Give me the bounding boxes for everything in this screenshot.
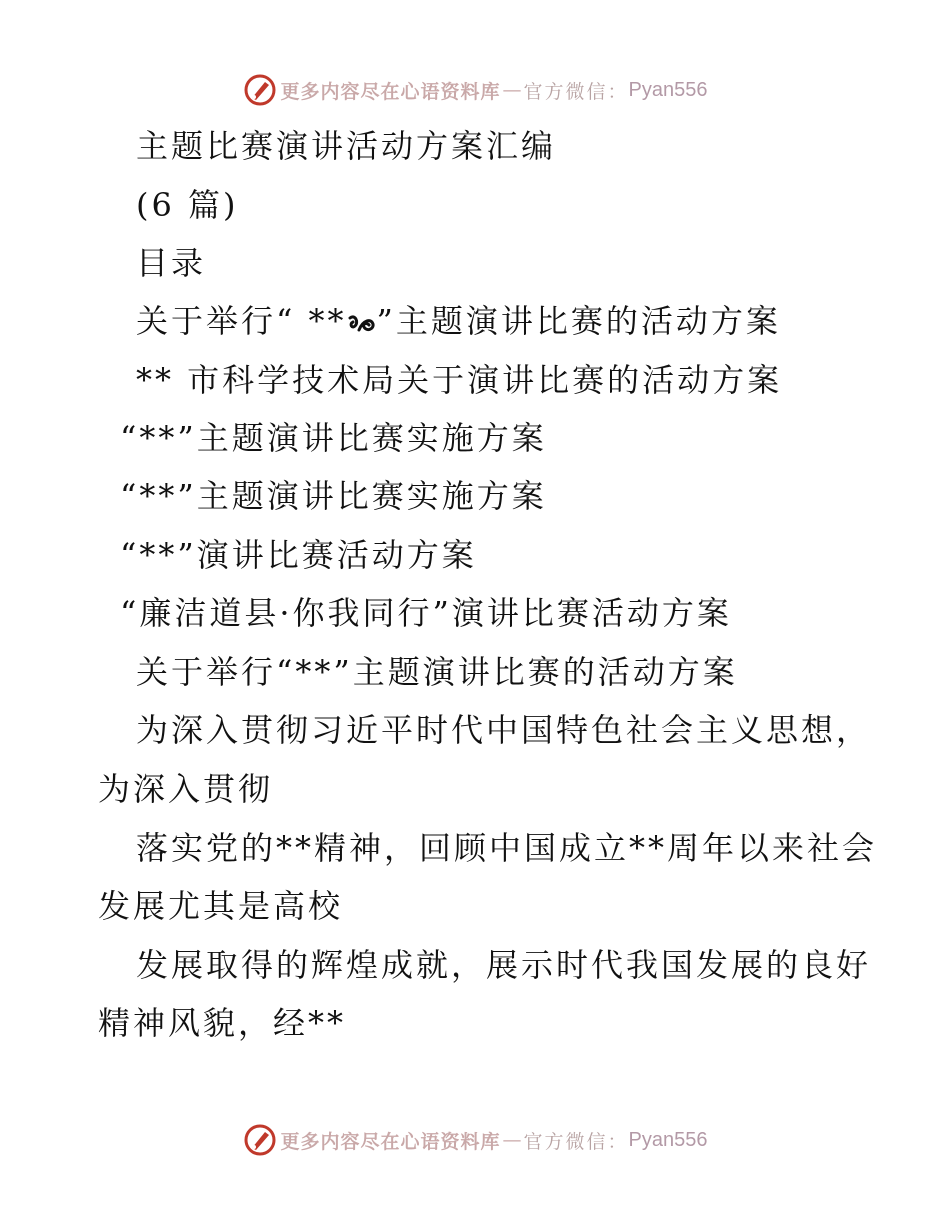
body-line-2: 为深入贯彻 bbox=[98, 770, 274, 808]
toc-item-5[interactable]: “**”演讲比赛活动方案 bbox=[120, 536, 477, 574]
banner-wechat-id: Pyan556 bbox=[628, 78, 708, 101]
pen-seal-logo-icon bbox=[243, 73, 277, 107]
toc-heading: 目录 bbox=[136, 244, 207, 282]
body-line-3: 落实党的**精神，回顾中国成立**周年以来社会 bbox=[136, 829, 878, 867]
banner-wechat-id: Pyan556 bbox=[628, 1128, 708, 1151]
toc-item-3[interactable]: “**”主题演讲比赛实施方案 bbox=[120, 419, 547, 457]
document-count: (6 篇) bbox=[136, 186, 239, 224]
body-line-4: 发展尤其是高校 bbox=[98, 887, 344, 925]
body-line-6: 精神风貌，经** bbox=[98, 1004, 347, 1042]
document-title: 主题比赛演讲活动方案汇编 bbox=[136, 127, 557, 165]
toc-item-4[interactable]: “**”主题演讲比赛实施方案 bbox=[120, 477, 547, 515]
banner-site-name: 更多内容尽在心语资料库 bbox=[280, 80, 501, 103]
body-line-1: 为深入贯彻习近平时代中国特色社会主义思想， bbox=[136, 711, 872, 749]
toc-item-2[interactable]: ** 市科学技术局关于演讲比赛的活动方案 bbox=[136, 361, 783, 399]
toc-item-6[interactable]: “廉洁道县·你我同行”演讲比赛活动方案 bbox=[120, 594, 732, 632]
pen-seal-logo-icon bbox=[243, 1123, 277, 1157]
banner-wechat-label: 官方微信： bbox=[523, 1130, 629, 1153]
toc-item-1-suffix: ”主题演讲比赛的活动方案 bbox=[376, 302, 781, 340]
body-line-5: 发展取得的辉煌成就，展示时代我国发展的良好 bbox=[136, 946, 872, 984]
toc-item-1[interactable] bbox=[136, 301, 950, 341]
banner-dash: — bbox=[502, 79, 522, 101]
ornament-icon bbox=[347, 312, 377, 336]
banner-dash: — bbox=[502, 1129, 522, 1151]
toc-item-1-prefix: 关于举行“ ** bbox=[136, 302, 347, 340]
banner-site-name: 更多内容尽在心语资料库 bbox=[280, 1130, 501, 1153]
banner-wechat-label: 官方微信： bbox=[523, 80, 629, 103]
section-title: 关于举行“**”主题演讲比赛的活动方案 bbox=[136, 653, 738, 691]
footer-banner bbox=[0, 1120, 950, 1160]
header-banner bbox=[0, 70, 950, 110]
